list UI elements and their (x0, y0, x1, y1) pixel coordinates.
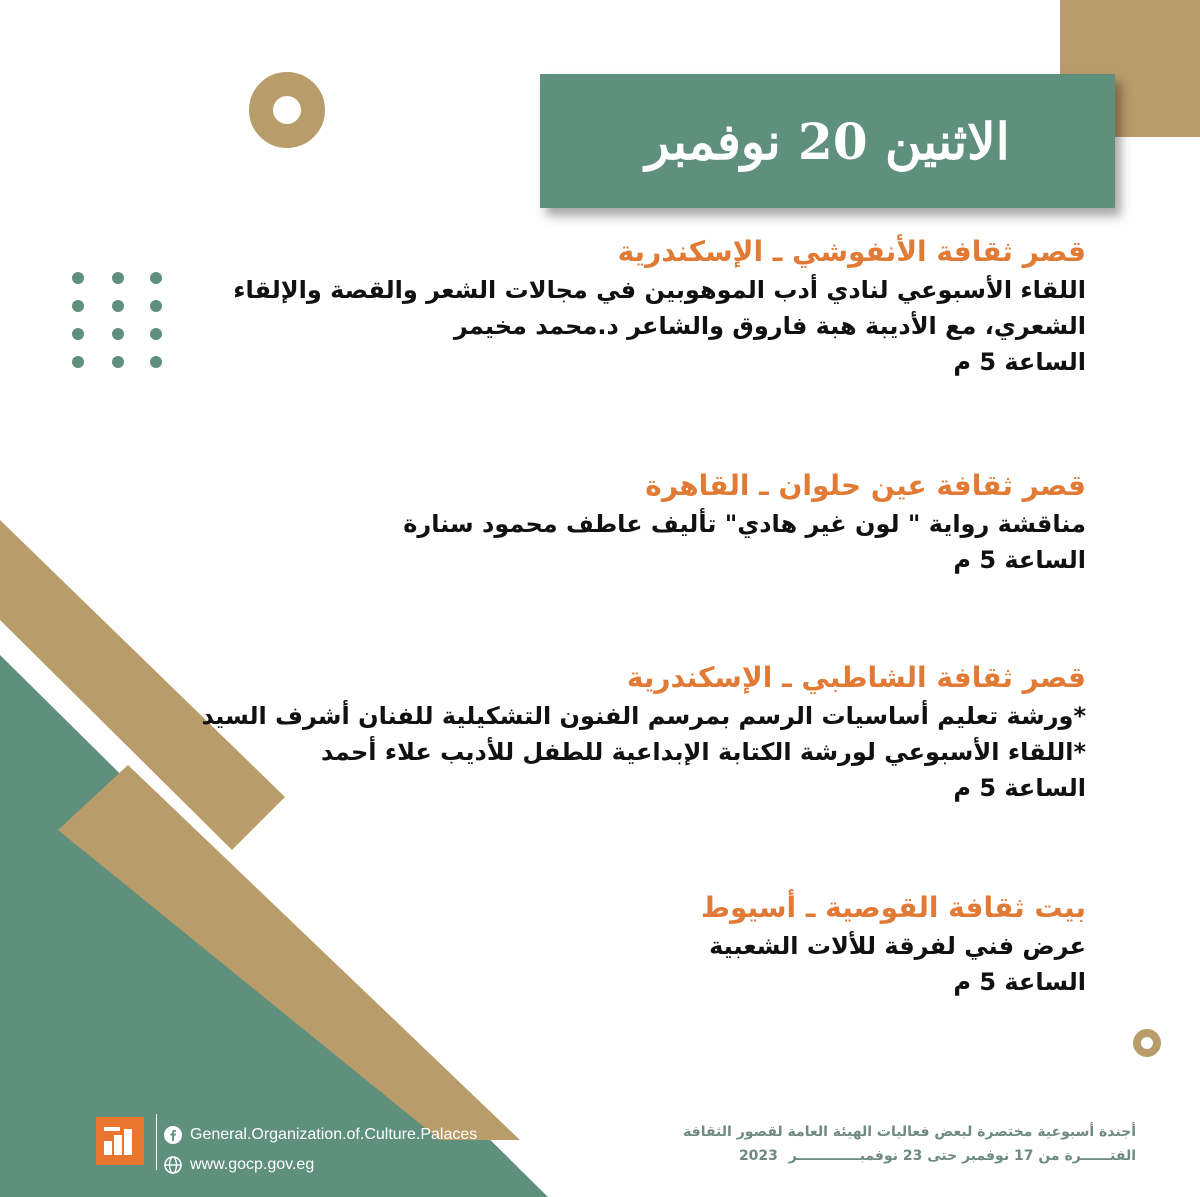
logo-icon (100, 1121, 140, 1161)
date-header (540, 74, 1115, 208)
dot (72, 300, 84, 312)
event-venue: بيت ثقافة القوصية ـ أسيوط (700, 891, 1086, 924)
page-title: الاثنين 20 نوفمبر (645, 111, 1010, 171)
event-venue: قصر ثقافة الأنفوشي ـ الإسكندرية (617, 235, 1086, 268)
event-line: *اللقاء الأسبوعي لورشة الكتابة الإبداعية للطفل للأديب علاء أحمد (321, 738, 1086, 766)
agenda-title: أجندة أسبوعية مختصرة لبعض فعاليات الهيئة العامة لقصور الثقافة (683, 1124, 1136, 1140)
agenda-year: 2023 (738, 1148, 778, 1164)
event-venue: قصر ثقافة عين حلوان ـ القاهرة (645, 469, 1086, 502)
gocp-logo (96, 1117, 144, 1165)
dot (112, 272, 124, 284)
dot (150, 272, 162, 284)
event-line: الشعري، مع الأديبة هبة فاروق والشاعر د.محمد مخيمر (453, 312, 1086, 340)
dot (112, 300, 124, 312)
ring-icon (261, 84, 313, 136)
dot (150, 328, 162, 340)
dot (72, 328, 84, 340)
event-line: مناقشة رواية " لون غير هادي" تأليف عاطف محمود سنارة (403, 510, 1086, 538)
dot (72, 272, 84, 284)
event-block (201, 658, 1086, 806)
event-time: الساعة 5 م (953, 546, 1086, 574)
dot (112, 356, 124, 368)
event-line: *ورشة تعليم أساسيات الرسم بمرسم الفنون التشكيلية للفنان أشرف السيد (201, 702, 1086, 730)
website-row[interactable] (164, 1150, 477, 1180)
dot-grid (72, 272, 164, 368)
event-line: عرض فني لفرقة للألات الشعبية (709, 932, 1086, 960)
event-line: اللقاء الأسبوعي لنادي أدب الموهوبين في مجالات الشعر والقصة والإلقاء (233, 276, 1086, 304)
dot (150, 300, 162, 312)
facebook-link[interactable]: General.Organization.of.Culture.Palaces (190, 1126, 478, 1143)
footer-divider (156, 1114, 157, 1170)
event-venue: قصر ثقافة الشاطبي ـ الإسكندرية (626, 661, 1086, 694)
event-time: الساعة 5 م (953, 968, 1086, 996)
small-ring-icon (1137, 1033, 1157, 1053)
agenda-period: الفتــــــرة من 17 نوفمبر حتى 23 نوفمبـــــــــــــر (788, 1148, 1136, 1164)
event-time: الساعة 5 م (953, 774, 1086, 802)
event-time: الساعة 5 م (953, 348, 1086, 376)
event-block (286, 888, 1086, 1000)
facebook-icon (164, 1126, 182, 1144)
dot (112, 328, 124, 340)
dot (72, 356, 84, 368)
footer-social (164, 1120, 477, 1180)
event-block (233, 232, 1086, 380)
globe-icon (164, 1156, 182, 1174)
facebook-row[interactable] (164, 1120, 477, 1150)
event-block (286, 466, 1086, 578)
dot (150, 356, 162, 368)
website-link[interactable]: www.gocp.gov.eg (190, 1156, 315, 1173)
footer-agenda (683, 1120, 1136, 1168)
